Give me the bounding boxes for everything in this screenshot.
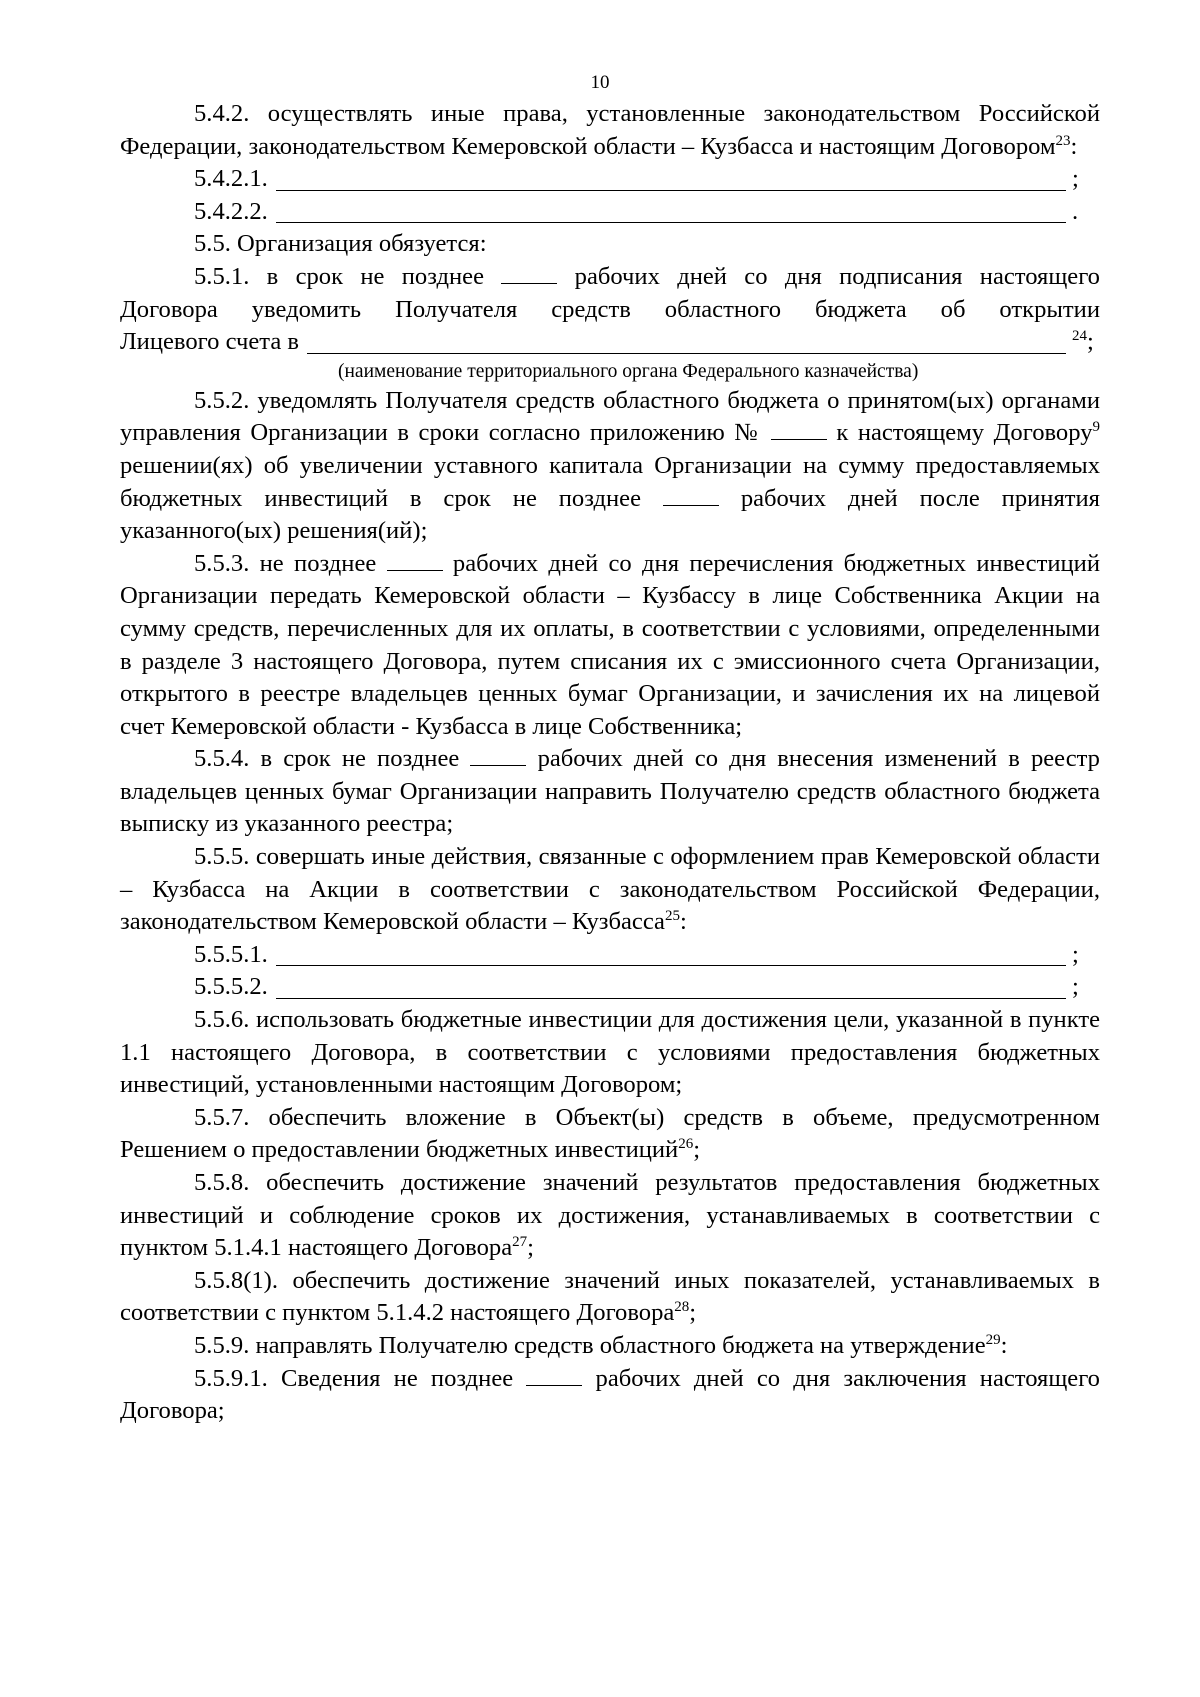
paragraph-text: к настоящему Договору [836, 419, 1093, 447]
paragraph-text: 5.5.3. не позднее [194, 549, 377, 577]
blank-days[interactable] [387, 548, 443, 571]
paragraph-text: рабочих дней со дня подписания настоящего [574, 262, 1100, 290]
footnote-ref-28: 28 [674, 1299, 690, 1316]
paragraph-text: 5.5.1. в срок не позднее [194, 262, 485, 290]
paragraph-5-5-9 [120, 1330, 1100, 1363]
paragraph-5-5-2 [120, 385, 1100, 548]
paragraph-5-5-1-line1 [120, 261, 1100, 294]
fill-line-5-5-5-2 [120, 971, 1100, 1004]
paragraph-5-5-8 [120, 1167, 1100, 1265]
paragraph-text: 5.5.5. совершать иные действия, связанные с оформлением прав Кемеровской области – Кузбасса на Акции в соответствии с законодательством Российской Федерации, законодательством Кемеровской области – Кузбасса [120, 843, 1100, 936]
punctuation: ; [1072, 973, 1079, 1001]
blank-line[interactable] [276, 198, 1066, 223]
punctuation: ; [1087, 328, 1094, 356]
footnote-ref-26: 26 [678, 1136, 694, 1153]
fill-line-5-4-2-2 [120, 196, 1100, 229]
blank-line[interactable] [276, 941, 1066, 966]
paragraph-text: 5.5.8. обеспечить достижение значений результатов предоставления бюджетных инвестиций и соблюдение сроков их достижения, устанавливаемых в соответствии с пунктом 5.1.4.1 настоящего Договора [120, 1169, 1100, 1262]
punctuation: ; [527, 1234, 534, 1262]
blank-days[interactable] [501, 261, 557, 284]
fill-line-5-5-5-1 [120, 939, 1100, 972]
footnote-ref-24: 24 [1072, 327, 1087, 344]
paragraph-text: 5.5.9.1. Сведения не позднее [194, 1364, 514, 1392]
footnote-ref-27: 27 [512, 1234, 528, 1250]
paragraph-5-5-5 [120, 841, 1100, 939]
blank-line[interactable] [276, 166, 1066, 191]
paragraph-text: 5.5.7. обеспечить вложение в Объект(ы) средств в объеме, предусмотренном Решением о предоставлении бюджетных инвестиций [120, 1103, 1100, 1164]
paragraph-5-5-9-1 [120, 1363, 1100, 1428]
paragraph-5-5-1-line2: Договора уведомить Получателя средств областного бюджета об открытии [120, 295, 1100, 323]
blank-days[interactable] [470, 743, 526, 766]
blank-line[interactable] [276, 974, 1066, 999]
paragraph-5-5-3 [120, 548, 1100, 744]
item-label: 5.5.5.2. [194, 973, 268, 1001]
item-label: 5.5.5.1. [194, 940, 268, 968]
punctuation: : [1000, 1331, 1008, 1359]
fill-line-treasury [120, 326, 1100, 359]
paragraph-5-5-8-1 [120, 1265, 1100, 1330]
paragraph-5-5-6: 5.5.6. использовать бюджетные инвестиции для достижения цели, указанной в пункте 1.1 настоящего Договора, в соответствии с условиями предоставления бюджетных инвестиций, установленными настоящим Договором; [120, 1006, 1100, 1099]
paragraph-text: рабочих дней со дня заключения настоящего Договора; [120, 1364, 1100, 1425]
blank-appendix-number[interactable] [771, 417, 827, 440]
punctuation: ; [693, 1136, 701, 1164]
paragraph-text: 5.5.2. уведомлять Получателя средств областного бюджета о принятом(ых) органами управления Организации в сроки согласно приложению № [120, 386, 1100, 447]
punctuation: ; [689, 1299, 697, 1327]
paragraph-5-5-7 [120, 1102, 1100, 1167]
paragraph-5-4-2 [120, 98, 1100, 163]
punctuation: . [1072, 197, 1079, 225]
blank-days[interactable] [526, 1363, 582, 1386]
page-number: 10 [590, 72, 610, 93]
caption-treasury: (наименование территориального органа Федерального казначейства) [338, 360, 919, 382]
punctuation: : [1070, 132, 1078, 160]
footnote-ref-25: 25 [664, 908, 680, 925]
punctuation: : [679, 908, 687, 936]
blank-line[interactable] [307, 329, 1066, 354]
footnote-ref-29: 29 [985, 1331, 1001, 1348]
item-label: 5.4.2.1. [194, 165, 268, 193]
fill-line-5-4-2-1 [120, 163, 1100, 196]
blank-days[interactable] [663, 483, 719, 506]
document-body [120, 98, 1100, 1428]
paragraph-text: решении(ях) об увеличении уставного капитала Организации на сумму предоставляемых бюджетных инвестиций в срок не позднее [120, 451, 1100, 512]
punctuation: ; [1072, 165, 1079, 193]
paragraph-text: рабочих дней после принятия указанного(ых) решения(ий); [120, 484, 1100, 545]
punctuation: ; [1072, 940, 1079, 968]
paragraph-text: Лицевого счета в [120, 328, 300, 356]
footnote-tail [1072, 326, 1100, 359]
footnote-ref-23: 23 [1055, 132, 1071, 149]
footnote-ref-9: 9 [1092, 419, 1100, 436]
item-label: 5.4.2.2. [194, 197, 268, 225]
paragraph-text: рабочих дней со дня внесения изменений в реестр владельцев ценных бумаг Организации направить Получателю средств областного бюджета выписку из указанного реестра; [120, 745, 1100, 838]
paragraph-5-5: 5.5. Организация обязуется: [194, 230, 487, 258]
paragraph-text: 5.5.8(1). обеспечить достижение значений иных показателей, устанавливаемых в соответствии с пунктом 5.1.4.2 настоящего Договора [120, 1266, 1100, 1327]
paragraph-text: 5.4.2. осуществлять иные права, установленные законодательством Российской Федерации, законодательством Кемеровской области – Кузбасса и настоящим Договором [120, 100, 1100, 160]
paragraph-text: 5.5.9. направлять Получателю средств областного бюджета на утверждение [194, 1331, 986, 1359]
paragraph-text: 5.5.4. в срок не позднее [194, 745, 460, 773]
paragraph-text: рабочих дней со дня перечисления бюджетных инвестиций Организации передать Кемеровской области – Кузбассу в лице Собственника Акции на сумму средств, перечисленных для их оплаты, в соответствии с условиями, определенными в разделе 3 настоящего Договора, путем списания их с эмиссионного счета Организации, открытого в реестре владельцев ценных бумаг Организации, и зачисления их на лицевой счет Кемеровской области - Кузбасса в лице Собственника; [120, 549, 1100, 740]
paragraph-5-5-4 [120, 743, 1100, 841]
